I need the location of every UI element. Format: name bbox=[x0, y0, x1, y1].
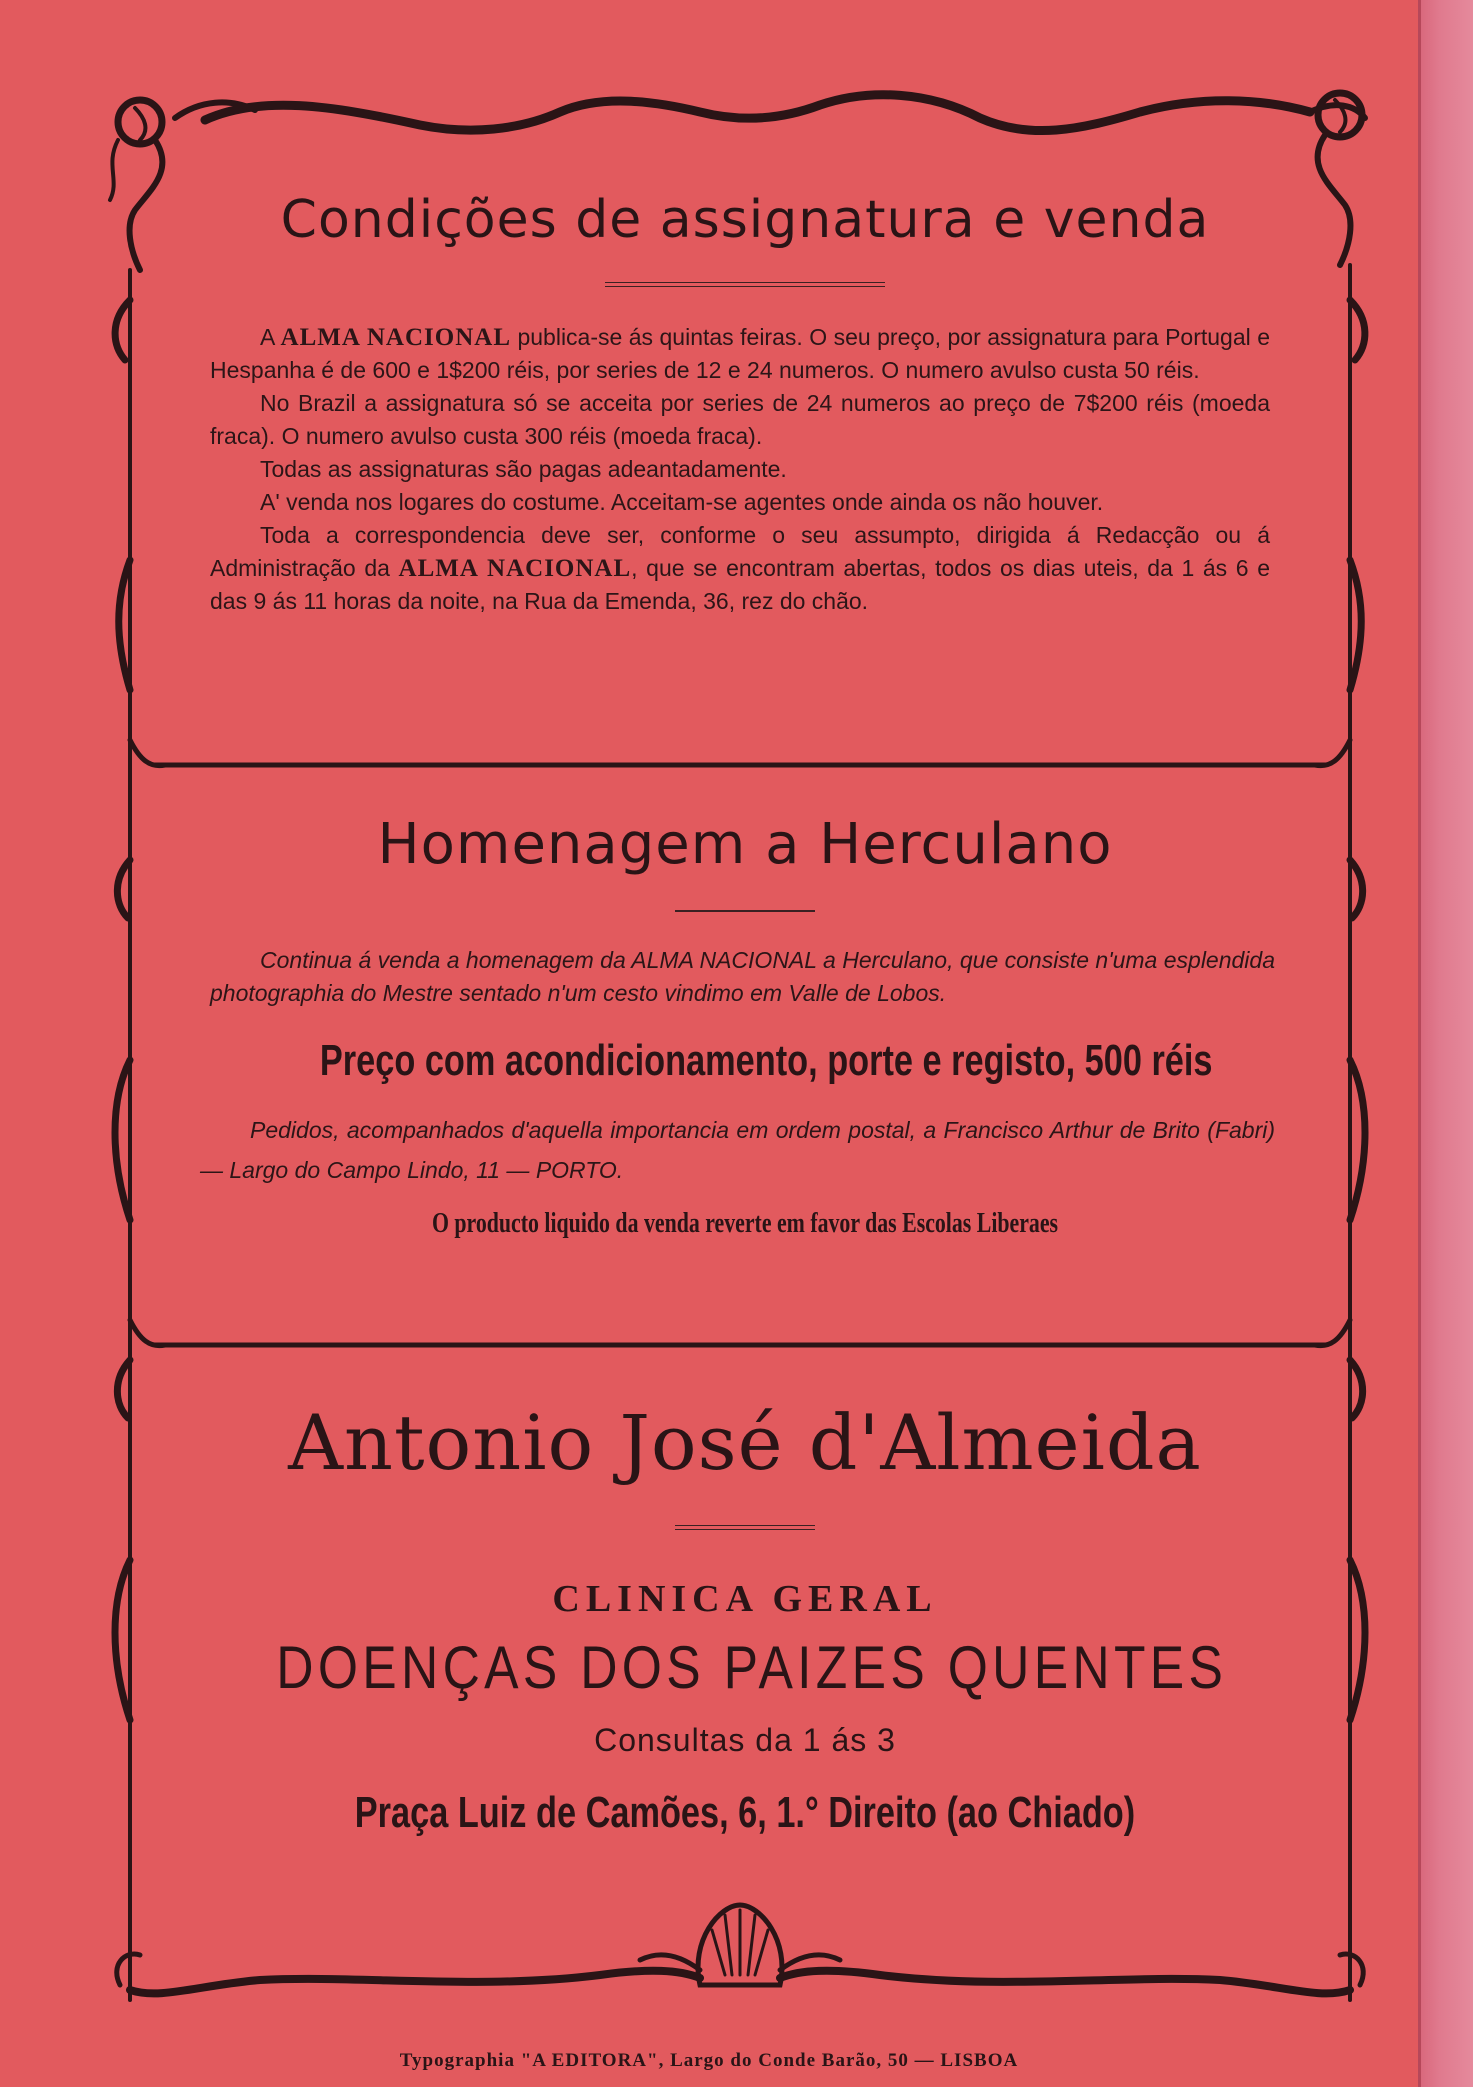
text-span: publica-se ás quintas feiras. O seu preço, por assignatura para Portugal e Hespanha é de 600 e 1$200 réis, por series de 12 e 24 numeros. O numero avulso custa 50 réis. bbox=[210, 324, 1271, 383]
text-span: Toda a correspondencia deve ser, conforme o seu assumpto, dirigida á Redacção ou á Administração da bbox=[210, 522, 1270, 581]
text-span: , que se encontram abertas, todos os dias uteis, da 1 ás 6 e das 9 ás 11 horas da noite, na Rua da Emenda, 36, rez do chão. bbox=[210, 555, 1270, 614]
doctor-address: Praça Luiz de Camões, 6, 1.° Direito (ao Chiado) bbox=[354, 1788, 1136, 1837]
conditions-paragraph-1 bbox=[210, 321, 1270, 387]
text-span: A bbox=[260, 324, 281, 350]
title-divider bbox=[605, 282, 885, 287]
brand-name: ALMA NACIONAL bbox=[280, 324, 511, 351]
homage-price: Preço com acondicionamento, porte e registo, 500 réis bbox=[319, 1036, 1213, 1085]
name-divider bbox=[675, 1525, 815, 1530]
brand-name: ALMA NACIONAL bbox=[398, 555, 632, 582]
homage-title: Homenagem a Herculano bbox=[377, 812, 1113, 877]
homage-description: Continua á venda a homenagem da ALMA NACIONAL a Herculano, que consiste n'uma esplendida photographia do Mestre sentado n'um cesto vindimo em Valle de Lobos. bbox=[210, 947, 1275, 1006]
conditions-title: Condições de assignatura e venda bbox=[280, 190, 1210, 250]
conditions-text bbox=[200, 321, 1290, 618]
conditions-paragraph-2: No Brazil a assignatura só se acceita por series de 24 numeros ao preço de 7$200 réis (moeda fraca). O numero avulso custa 300 réis (moeda fraca). bbox=[210, 390, 1270, 449]
doctor-specialty: CLINICA GERAL bbox=[552, 1578, 938, 1620]
homage-proceeds: O producto liquido da venda reverte em favor das Escolas Liberaes bbox=[431, 1208, 1059, 1239]
conditions-paragraph-5 bbox=[210, 519, 1270, 618]
homage-orders: Pedidos, acompanhados d'aquella importancia em ordem postal, a Francisco Arthur de Brito (Fabri) — Largo do Campo Lindo, 11 — PORTO. bbox=[200, 1117, 1275, 1183]
conditions-section bbox=[200, 188, 1290, 618]
printer-footer: Typographia "A EDITORA", Largo do Conde Barão, 50 — LISBOA bbox=[399, 2050, 1019, 2071]
doctor-field: DOENÇAS DOS PAIZES QUENTES bbox=[276, 1634, 1228, 1701]
conditions-paragraph-3: Todas as assignaturas são pagas adeantadamente. bbox=[260, 456, 787, 482]
doctor-section bbox=[200, 1395, 1290, 1842]
title-divider bbox=[675, 910, 815, 912]
conditions-paragraph-4: A' venda nos logares do costume. Acceitam-se agentes onde ainda os não houver. bbox=[260, 489, 1104, 515]
doctor-hours: Consultas da 1 ás 3 bbox=[594, 1722, 896, 1758]
doctor-name: Antonio José d'Almeida bbox=[288, 1398, 1202, 1487]
homage-section bbox=[200, 810, 1290, 1244]
